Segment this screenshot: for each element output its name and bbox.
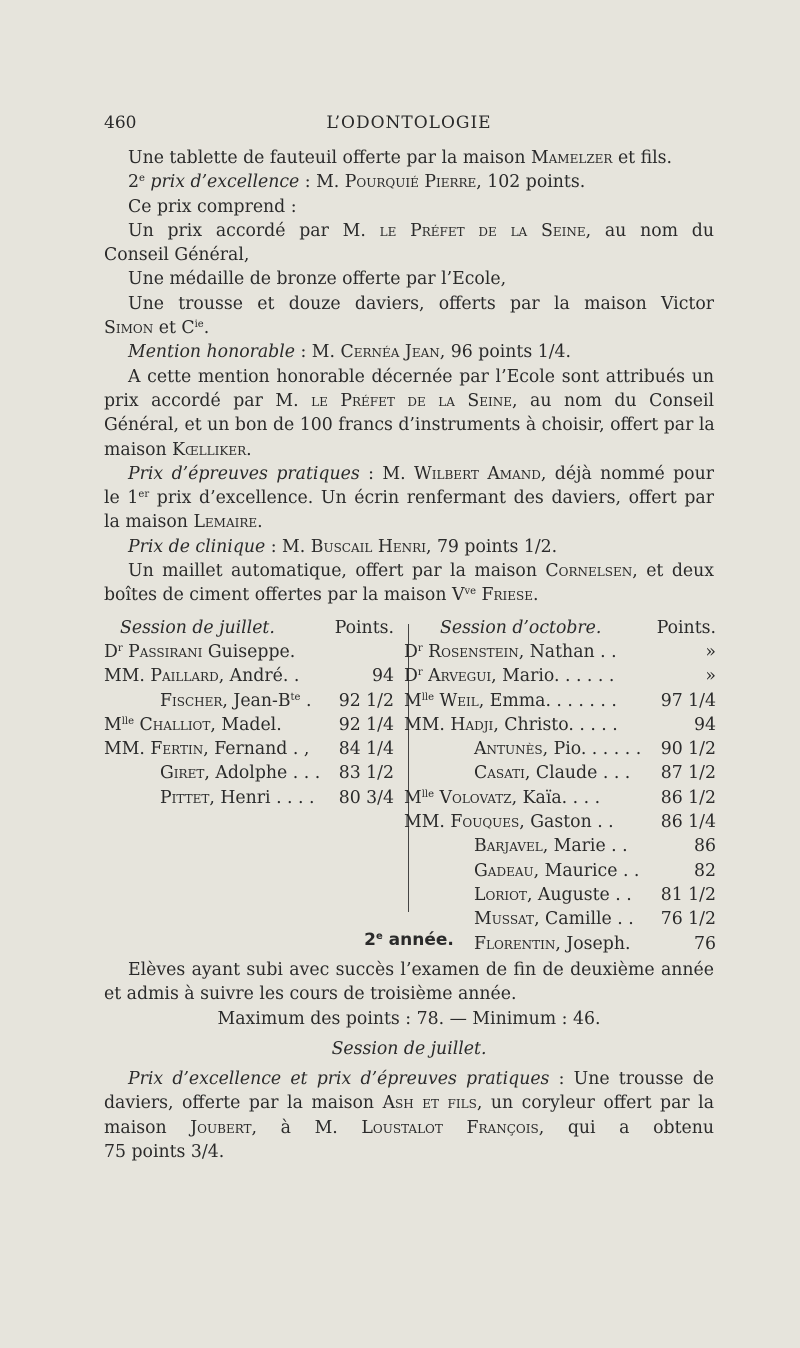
- entry-points: 86 1/2: [660, 787, 716, 808]
- table-row: [104, 786, 394, 810]
- text-line: Mention honorable : M. Cernéa Jean, 96 points 1/4.: [128, 342, 572, 363]
- table-row: [104, 689, 394, 713]
- entry-points: »: [705, 641, 716, 662]
- table-row: [404, 907, 716, 931]
- right-results-table: [404, 616, 716, 956]
- entry-name: $D^r$ Rosenstein, Nathan . .: [404, 641, 617, 662]
- session-label: Session d’octobre.: [440, 617, 602, 638]
- entry-name: $D^r$ Passirani Guiseppe.: [104, 641, 296, 662]
- entry-points: 94: [694, 714, 716, 735]
- text-line: 2e prix d’excellence : M. Pourquié Pierre, 102 points.: [128, 172, 586, 193]
- text-line: Maximum des points : 78. — Minimum : 46.: [217, 1008, 601, 1029]
- entry-points: 82: [694, 860, 716, 881]
- entry-name: MM. Paillard, André. .: [104, 666, 300, 687]
- entry-points: 90 1/2: [660, 739, 716, 760]
- text-line: 75 points 3/4.: [104, 1142, 225, 1163]
- page-number: 460: [104, 113, 137, 133]
- entry-name: Pittet, Henri . . . .: [160, 787, 315, 808]
- text-line: maison Kœlliker.: [104, 439, 252, 460]
- table-row: [404, 737, 716, 761]
- entry-points: 94: [372, 666, 394, 687]
- entry-points: 81 1/2: [660, 884, 716, 905]
- entry-name: Giret, Adolphe . . .: [160, 763, 321, 784]
- text-line: maison Joubert, à M. Loustalot François, qui a obtenu: [104, 1117, 714, 1138]
- table-row: [104, 640, 394, 664]
- left-results-table: [104, 616, 394, 810]
- running-header: [104, 113, 714, 137]
- text-line: Un maillet automatique, offert par la maison Cornelsen, et deux: [128, 561, 714, 582]
- text-line: Une trousse et douze daviers, offerts par la maison Victor: [128, 293, 714, 314]
- entry-name: $M^{lle}$ Challiot, Madel.: [104, 714, 282, 735]
- entry-points: 84 1/4: [338, 739, 394, 760]
- table-header: [104, 616, 394, 640]
- text-line: le 1er prix d’excellence. Un écrin renfermant des daviers, offert par: [104, 488, 714, 509]
- session-label: Session de juillet.: [120, 617, 275, 638]
- text-line: Une médaille de bronze offerte par l’Ecole,: [128, 269, 507, 290]
- table-row: [404, 689, 716, 713]
- entry-points: 92 1/4: [338, 714, 394, 735]
- entry-points: 76: [694, 933, 716, 954]
- session-label: Session de juillet.: [331, 1038, 487, 1059]
- text-line: Une tablette de fauteuil offerte par la maison Mamelzer et fils.: [128, 148, 673, 168]
- text-line: prix accordé par M. le Préfet de la Seine, au nom du Conseil: [104, 390, 715, 411]
- table-row: [404, 640, 716, 664]
- table-header: [404, 616, 716, 640]
- table-row: [404, 932, 716, 956]
- entry-name: Loriot, Auguste . .: [474, 884, 632, 905]
- entry-points: 97 1/4: [660, 690, 716, 711]
- table-row: [104, 664, 394, 688]
- entry-name: Gadeau, Maurice . .: [474, 860, 640, 881]
- table-row: [104, 737, 394, 761]
- text-line: Ce prix comprend :: [128, 196, 297, 217]
- text-line: et admis à suivre les cours de troisième année.: [104, 984, 517, 1005]
- entry-points: 87 1/2: [660, 763, 716, 784]
- text-line: A cette mention honorable décernée par l’Ecole sont attribués un: [128, 366, 714, 387]
- points-header: Points.: [656, 617, 716, 638]
- entry-name: Mussat, Camille . .: [474, 909, 634, 930]
- text-line: Elèves ayant subi avec succès l’examen de fin de deuxième année: [128, 959, 714, 980]
- page-body: [104, 146, 714, 1164]
- entry-points: »: [705, 666, 716, 687]
- entry-name: MM. Hadji, Christo. . . . .: [404, 714, 618, 735]
- running-title: L’ODONTOLOGIE: [326, 113, 492, 133]
- entry-name: Fischer, Jean-$B^{te}$ .: [160, 690, 312, 711]
- text-line: la maison Lemaire.: [104, 512, 263, 533]
- entry-points: 76 1/2: [660, 909, 716, 930]
- table-row: [104, 713, 394, 737]
- entry-name: MM. Fertin, Fernand . ,: [104, 739, 310, 760]
- table-row: [404, 810, 716, 834]
- points-header: Points.: [334, 617, 394, 638]
- entry-name: $D^r$ Arvegui, Mario. . . . . .: [404, 666, 615, 687]
- entry-name: Antunès, Pio. . . . . .: [474, 739, 642, 760]
- entry-points: 83 1/2: [338, 763, 394, 784]
- text-line: Prix d’excellence et prix d’épreuves pratiques : Une trousse de: [128, 1069, 714, 1090]
- table-row: [404, 883, 716, 907]
- table-row: [404, 761, 716, 785]
- entry-points: 86: [694, 836, 716, 857]
- entry-name: Casati, Claude . . .: [474, 763, 631, 784]
- table-row: [404, 859, 716, 883]
- text-line: Prix d’épreuves pratiques : M. Wilbert Amand, déjà nommé pour: [128, 463, 714, 484]
- entry-name: Florentin, Joseph.: [474, 933, 631, 954]
- text-line: Général, et un bon de 100 francs d’instruments à choisir, offert par la: [104, 415, 715, 436]
- entry-points: 92 1/2: [338, 690, 394, 711]
- entry-points: 86 1/4: [660, 812, 716, 833]
- table-row: [404, 834, 716, 858]
- text-line: Un prix accordé par M. le Préfet de la Seine, au nom du: [128, 220, 714, 241]
- text-line: daviers, offerte par la maison Ash et fils, un coryleur offert par la: [104, 1093, 715, 1114]
- text-line: Conseil Général,: [104, 245, 250, 266]
- table-row: [104, 761, 394, 785]
- text-line: Simon et $C^{ie}$.: [104, 318, 210, 339]
- table-row: [404, 713, 716, 737]
- table-row: [404, 786, 716, 810]
- entry-name: $M^{lle}$ Weil, Emma. . . . . . .: [404, 690, 617, 711]
- entry-name: Barjavel, Marie . .: [474, 836, 628, 857]
- entry-name: $M^{lle}$ Volovatz, Kaïa. . . .: [404, 787, 601, 808]
- text-line: Prix de clinique : M. Buscail Henri, 79 points 1/2.: [128, 536, 558, 557]
- text-line: boîtes de ciment offertes par la maison $V^{ve}$ Friese.: [104, 585, 539, 606]
- section-heading: 2e année.: [364, 929, 454, 950]
- entry-points: 80 3/4: [338, 787, 394, 808]
- table-row: [404, 664, 716, 688]
- entry-name: MM. Fouques, Gaston . .: [404, 812, 614, 833]
